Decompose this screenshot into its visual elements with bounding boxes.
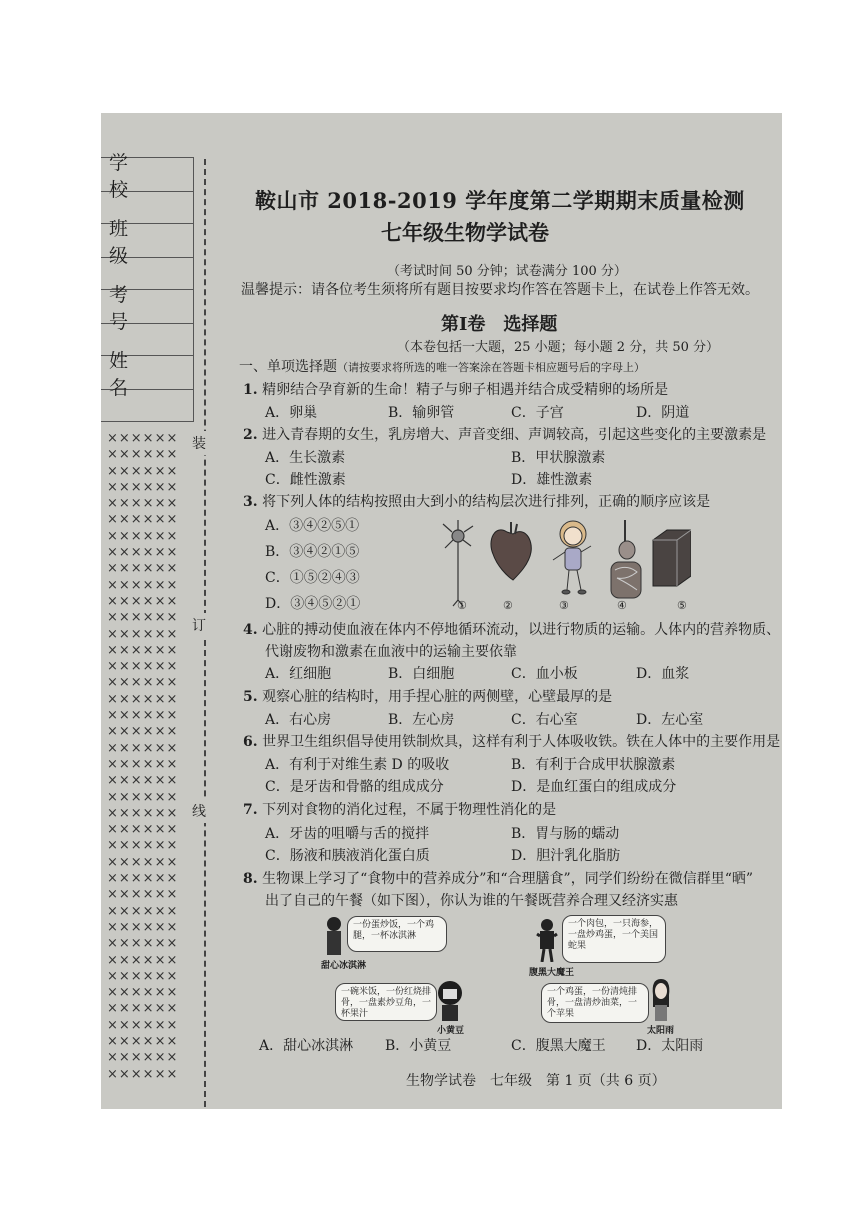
student-info-table	[101, 151, 194, 422]
bind-char-xian: 线	[192, 799, 206, 823]
option-c: C．①⑤②④③	[265, 570, 360, 586]
question-5	[243, 686, 612, 706]
option-d: D．雄性激素	[511, 472, 593, 488]
question-6	[243, 731, 780, 751]
option-d: D．是血红蛋白的组成成分	[511, 779, 677, 795]
lunch-bubble-dark-demon: 一个肉包，一只海参，一盘炒鸡蛋，一个美国蛇果	[562, 915, 666, 963]
avatar-sweetheart	[323, 916, 345, 956]
lunch-name-sunny-rain: 太阳雨	[647, 1026, 675, 1036]
question-text: 心脏的搏动使血液在体内不停地循环流动，以进行物质的运输。人体内的营养物质、	[262, 622, 781, 638]
option-d: D．左心室	[636, 712, 704, 728]
option-d: D．阴道	[636, 405, 690, 421]
option-b: B．③④②①⑤	[265, 544, 360, 560]
avatar-dark-demon	[535, 918, 559, 962]
cross-row: ××××××	[107, 773, 179, 789]
cross-row: ××××××	[107, 496, 179, 512]
school-field: 学 校	[101, 158, 193, 192]
cross-row: ××××××	[107, 1050, 179, 1066]
cross-row: ××××××	[107, 805, 179, 821]
option-a: A．牙齿的咀嚼与舌的搅拌	[265, 826, 430, 842]
figure-label-3: ③	[559, 599, 569, 612]
cross-row: ××××××	[107, 871, 179, 887]
cross-row: ××××××	[107, 528, 179, 544]
question-text: 生物课上学习了“食物中的营养成分”和“合理膳食”，同学们纷纷在微信群里“晒”	[262, 871, 754, 887]
question-number: 4.	[243, 622, 258, 638]
bind-char-zhuang: 装	[192, 431, 206, 455]
question-number: 7.	[243, 802, 258, 818]
lunch-name-sweetheart: 甜心冰淇淋	[321, 961, 367, 971]
option-c: C．肠液和胰液消化蛋白质	[265, 848, 430, 864]
question-text: 下列对食物的消化过程，不属于物理性消化的是	[262, 802, 557, 818]
question-4	[243, 619, 780, 639]
figure-label-1: ①	[457, 599, 467, 612]
question-text: 精卵结合孕育新的生命！精子与卵子相遇并结合成受精卵的场所是	[262, 382, 669, 398]
cross-row: ××××××	[107, 512, 179, 528]
cross-row: ××××××	[107, 561, 179, 577]
cross-row: ××××××	[107, 740, 179, 756]
question-number: 5.	[243, 689, 258, 705]
cross-row: ××××××	[107, 854, 179, 870]
option-d: D．胆汁乳化脂肪	[511, 848, 621, 864]
lunch-bubble-soybean: 一碗米饭，一份红烧排骨，一盘素炒豆角，一杯果汁	[335, 983, 437, 1021]
digestive-system-icon	[611, 520, 641, 598]
cross-row: ××××××	[107, 1017, 179, 1033]
cross-row: ××××××	[107, 838, 179, 854]
avatar-soybean	[437, 979, 463, 1021]
cross-row: ××××××	[107, 903, 179, 919]
heart-icon	[491, 522, 531, 580]
lunch-name-soybean: 小黄豆	[437, 1026, 465, 1036]
question-number: 6.	[243, 734, 258, 750]
option-b: B．胃与肠的蠕动	[511, 826, 620, 842]
figure-label-5: ⑤	[677, 599, 687, 612]
question-1	[243, 379, 668, 399]
cross-row: ××××××	[107, 789, 179, 805]
exam-info: （考试时间 50 分钟；试卷满分 100 分）	[387, 264, 627, 279]
question-2	[243, 424, 766, 444]
question-7	[243, 799, 556, 819]
option-a: A．生长激素	[265, 450, 346, 466]
option-d: D．太阳雨	[636, 1038, 704, 1054]
cross-row: ××××××	[107, 919, 179, 935]
option-b: B．白细胞	[388, 666, 455, 682]
option-d: D．③④⑤②①	[265, 596, 361, 612]
question-text: 观察心脏的结构时，用手捏心脏的两侧壁，心壁最厚的是	[262, 689, 613, 705]
exam-number-field: 考 号	[101, 290, 193, 324]
option-c: C．雌性激素	[265, 472, 346, 488]
reminder: 温馨提示：请各位考生须将所有题目按要求均作答在答题卡上，在试卷上作答无效。	[241, 282, 759, 298]
option-c: C．血小板	[511, 666, 578, 682]
avatar-sunny-rain	[649, 977, 673, 1021]
cross-row: ××××××	[107, 822, 179, 838]
option-b: B．甲状腺激素	[511, 450, 606, 466]
lunch-name-dark-demon: 腹黑大魔王	[529, 968, 575, 978]
cross-row: ××××××	[107, 1066, 179, 1082]
option-b: B．小黄豆	[385, 1038, 452, 1054]
class-field: 班 级	[101, 224, 193, 258]
option-c: C．是牙齿和骨骼的组成成分	[265, 779, 444, 795]
bind-char-ding: 订	[192, 613, 206, 637]
cross-row: ××××××	[107, 936, 179, 952]
section-note: （请按要求将所选的唯一答案涂在答题卡相应题号后的字母上）	[337, 361, 645, 374]
cross-row: ××××××	[107, 659, 179, 675]
part-note: （本卷包括一大题，25 小题；每小题 2 分，共 50 分）	[397, 340, 720, 355]
cross-row: ××××××	[107, 724, 179, 740]
cross-row: ××××××	[107, 577, 179, 593]
cross-row: ××××××	[107, 610, 179, 626]
option-a: A．甜心冰淇淋	[259, 1038, 354, 1054]
question-8	[243, 868, 753, 888]
cross-row: ××××××	[107, 708, 179, 724]
cross-row: ××××××	[107, 642, 179, 658]
section-title	[239, 356, 645, 376]
cross-row: ××××××	[107, 593, 179, 609]
binding-cross-marks	[107, 431, 187, 1083]
cross-row: ××××××	[107, 887, 179, 903]
cross-row: ××××××	[107, 447, 179, 463]
figure-label-4: ④	[617, 599, 627, 612]
cross-row: ××××××	[107, 675, 179, 691]
option-d: D．血浆	[636, 666, 690, 682]
question-8-continued: 出了自己的午餐（如下图），你认为谁的午餐既营养合理又经济实惠	[265, 893, 678, 909]
question-number: 8.	[243, 871, 258, 887]
question-4-continued: 代谢废物和激素在血液中的运输主要依靠	[265, 644, 517, 660]
option-a: A．红细胞	[265, 666, 332, 682]
figure-label-2: ②	[503, 599, 513, 612]
cross-row: ××××××	[107, 756, 179, 772]
cross-row: ××××××	[107, 968, 179, 984]
option-c: C．右心室	[511, 712, 578, 728]
cross-row: ××××××	[107, 952, 179, 968]
cross-row: ××××××	[107, 479, 179, 495]
part-title: 第Ⅰ卷 选择题	[441, 314, 558, 335]
exam-subtitle: 七年级生物学试卷	[381, 220, 549, 245]
lunch-bubble-sweetheart: 一份蛋炒饭，一个鸡腿，一杯冰淇淋	[347, 916, 447, 952]
question-3	[243, 491, 710, 511]
cross-row: ××××××	[107, 626, 179, 642]
question-number: 2.	[243, 427, 258, 443]
tissue-block-icon	[653, 530, 691, 586]
option-a: A．卵巢	[265, 405, 318, 421]
option-a: A．③④②⑤①	[265, 518, 360, 534]
question-text: 将下列人体的结构按照由大到小的结构层次进行排列，正确的顺序应该是	[262, 494, 711, 510]
cross-row: ××××××	[107, 985, 179, 1001]
cross-row: ××××××	[107, 1001, 179, 1017]
exam-title: 鞍山市 2018-2019 学年度第二学期期末质量检测	[255, 188, 745, 213]
cross-row: ××××××	[107, 1033, 179, 1049]
cross-row: ××××××	[107, 545, 179, 561]
exam-page	[101, 113, 782, 1109]
option-b: B．左心房	[388, 712, 455, 728]
question-text: 世界卫生组织倡导使用铁制炊具，这样有利于人体吸收铁。铁在人体中的主要作用是	[262, 734, 781, 750]
cross-row: ××××××	[107, 463, 179, 479]
section-heading: 一、单项选择题	[239, 359, 337, 375]
question-text: 进入青春期的女生，乳房增大、声音变细、声调较高，引起这些变化的主要激素是	[262, 427, 767, 443]
option-b: B．有利于合成甲状腺激素	[511, 757, 676, 773]
option-a: A．有利于对维生素 D 的吸收	[265, 757, 450, 773]
structure-figures	[441, 513, 691, 613]
neuron-icon	[443, 520, 473, 606]
option-a: A．右心房	[265, 712, 332, 728]
name-field: 姓 名	[101, 356, 193, 390]
question-number: 3.	[243, 494, 258, 510]
cross-row: ××××××	[107, 691, 179, 707]
lunch-bubble-sunny-rain: 一个鸡蛋，一份清炖排骨，一盘清炒油菜，一个苹果	[541, 983, 649, 1023]
option-c: C．子宫	[511, 405, 564, 421]
question-number: 1.	[243, 382, 258, 398]
girl-figure-icon	[553, 521, 591, 594]
cross-row: ××××××	[107, 431, 179, 446]
option-b: B．输卵管	[388, 405, 455, 421]
page-footer: 生物学试卷 七年级 第 1 页（共 6 页）	[406, 1073, 666, 1089]
option-c: C．腹黑大魔王	[511, 1038, 606, 1054]
